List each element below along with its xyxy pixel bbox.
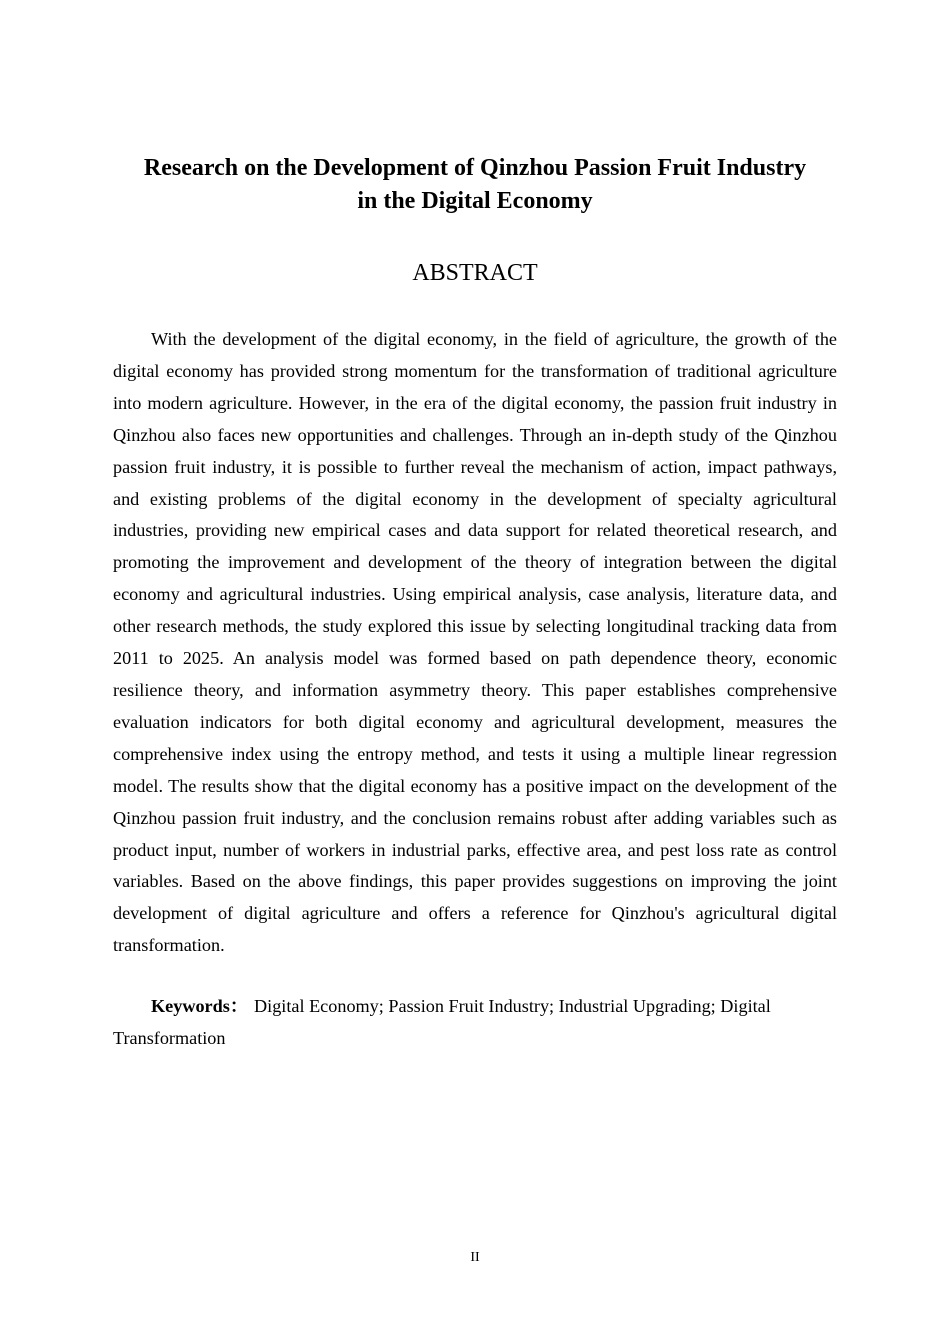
keywords-colon: ： [229,996,249,1016]
paper-title-line-2: in the Digital Economy [357,188,593,214]
abstract-heading: ABSTRACT [412,260,538,286]
paper-title-line-1: Research on the Development of Qinzhou Passion Fruit Industry [143,155,807,181]
abstract-body: With the development of the digital economy, in the field of agriculture, the growth of the digital economy has provided strong momentum for the transformation of traditional agriculture into modern agriculture. However, in the era of the digital economy, the passion fruit industry in Qinzhou also faces new opportunities and challenges. Through an in-depth study of the Qinzhou passion fruit industry, it is possible to further reveal the mechanism of action, impact pathways, and existing problems of the digital economy in the development of specialty agricultural industries, providing new empirical cases and data support for related theoretical research, and promoting the improvement and development of the theory of integration between the digital economy and agricultural industries. Using empirical analysis, case analysis, literature data, and other research methods, the study explored this issue by selecting longitudinal tracking data from 2011 to 2025. An analysis model was formed based on path dependence theory, economic resilience theory, and information asymmetry theory. This paper establishes comprehensive evaluation indicators for both digital economy and agricultural development, measures the comprehensive index using the entropy method, and tests it using a multiple linear regression model. The results show that the digital economy has a positive impact on the development of the Qinzhou passion fruit industry, and the conclusion remains robust after adding variables such as product input, number of workers in industrial parks, effective area, and pest loss rate as control variables. Based on the above findings, this paper provides suggestions on improving the joint development of digital agriculture and offers a reference for Qinzhou's agricultural digital transformation. [113,329,837,956]
paper-title [113,152,837,218]
page-number: II [470,1250,480,1265]
keywords-text: Digital Economy; Passion Fruit Industry; Industrial Upgrading; Digital Transformation [113,996,771,1048]
keywords-label: Keywords [151,996,230,1016]
keywords-paragraph [113,990,837,1054]
